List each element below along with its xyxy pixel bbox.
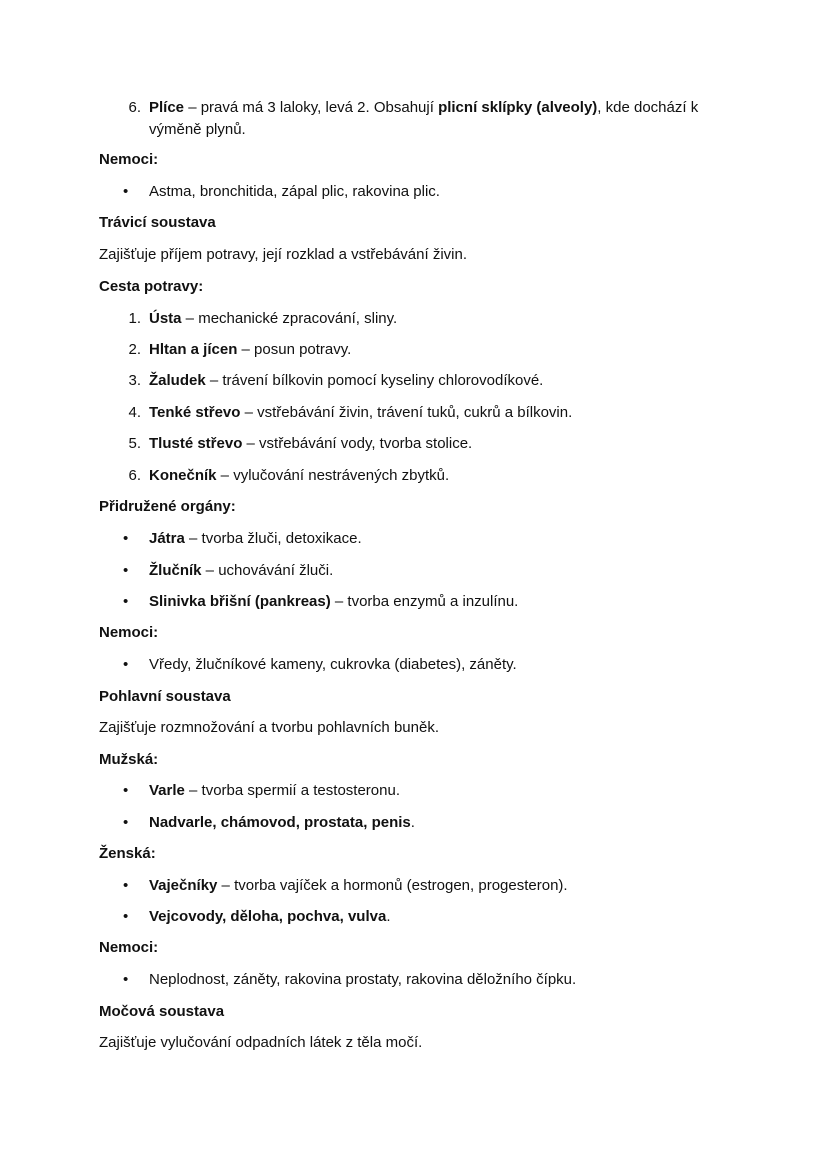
term: Vejcovody, děloha, pochva, vulva: [149, 908, 387, 925]
list-number: 6.: [128, 467, 141, 484]
heading-zenska: Ženská:: [99, 845, 156, 862]
bullet-icon: •: [123, 971, 129, 988]
item-text: – trávení bílkovin pomocí kyseliny chlorovodíkové.: [205, 372, 544, 389]
list-number: 6.: [128, 99, 141, 116]
heading-nemoci: Nemoci:: [99, 939, 159, 956]
term: Tenké střevo: [149, 404, 241, 421]
bullet-icon: •: [123, 530, 129, 547]
term-plice: Plíce: [149, 99, 185, 116]
item-text: – vstřebávání vody, tvorba stolice.: [242, 435, 473, 452]
item-text: – uchovávání žluči.: [201, 562, 334, 579]
list-number: 3.: [128, 372, 141, 389]
item-text: – vylučování nestrávených zbytků.: [216, 467, 450, 484]
paragraph-pohlavni: Zajišťuje rozmnožování a tvorbu pohlavních buněk.: [99, 719, 439, 736]
item-text: .: [386, 908, 391, 925]
bullet-icon: •: [123, 656, 129, 673]
term: Ústa: [149, 310, 182, 327]
term: Vaječníky: [149, 877, 218, 894]
bullet-icon: •: [123, 183, 129, 200]
item-text: – posun potravy.: [237, 341, 352, 358]
term: Játra: [149, 530, 185, 547]
item-text: výměně plynů.: [149, 121, 246, 138]
list-number: 4.: [128, 404, 141, 421]
term: Nadvarle, chámovod, prostata, penis: [149, 814, 411, 831]
item-text: – pravá má 3 laloky, levá 2. Obsahují: [184, 99, 439, 116]
term: Varle: [149, 782, 185, 799]
heading-mocova-soustava: Močová soustava: [99, 1003, 225, 1020]
term: Hltan a jícen: [149, 341, 238, 358]
item-text: .: [410, 814, 415, 831]
term: Slinivka břišní (pankreas): [149, 593, 331, 610]
list-number: 1.: [128, 310, 141, 327]
bullet-icon: •: [123, 782, 129, 799]
term: Konečník: [149, 467, 217, 484]
item-text: Astma, bronchitida, zápal plic, rakovina plic.: [149, 183, 440, 200]
bullet-icon: •: [123, 877, 129, 894]
heading-muzska: Mužská:: [99, 751, 159, 768]
bullet-icon: •: [123, 562, 129, 579]
item-text: Neplodnost, záněty, rakovina prostaty, rakovina děložního čípku.: [149, 971, 577, 988]
item-text: – tvorba žluči, detoxikace.: [184, 530, 362, 547]
heading-pridruzene-organy: Přidružené orgány:: [99, 498, 236, 515]
item-text: , kde dochází k: [597, 99, 699, 116]
term: Tlusté střevo: [149, 435, 243, 452]
heading-cesta-potravy: Cesta potravy:: [99, 278, 204, 295]
item-text: – tvorba vajíček a hormonů (estrogen, progesteron).: [217, 877, 568, 894]
item-text: Vředy, žlučníkové kameny, cukrovka (diabetes), záněty.: [149, 656, 517, 673]
term: Žaludek: [149, 372, 206, 389]
heading-travici-soustava: Trávicí soustava: [99, 214, 216, 231]
list-number: 2.: [128, 341, 141, 358]
bullet-icon: •: [123, 814, 129, 831]
item-text: – mechanické zpracování, sliny.: [181, 310, 398, 327]
item-text: – vstřebávání živin, trávení tuků, cukrů a bílkovin.: [240, 404, 573, 421]
bullet-icon: •: [123, 908, 129, 925]
bullet-icon: •: [123, 593, 129, 610]
item-text: – tvorba spermií a testosteronu.: [184, 782, 400, 799]
heading-nemoci: Nemoci:: [99, 151, 159, 168]
term-alveoly: plicní sklípky (alveoly): [438, 99, 598, 116]
item-text: – tvorba enzymů a inzulínu.: [330, 593, 519, 610]
paragraph-travici: Zajišťuje příjem potravy, její rozklad a vstřebávání živin.: [99, 246, 467, 263]
heading-pohlavni-soustava: Pohlavní soustava: [99, 688, 231, 705]
term: Žlučník: [149, 562, 202, 579]
list-number: 5.: [128, 435, 141, 452]
heading-nemoci: Nemoci:: [99, 624, 159, 641]
paragraph-mocova: Zajišťuje vylučování odpadních látek z těla močí.: [99, 1034, 423, 1051]
